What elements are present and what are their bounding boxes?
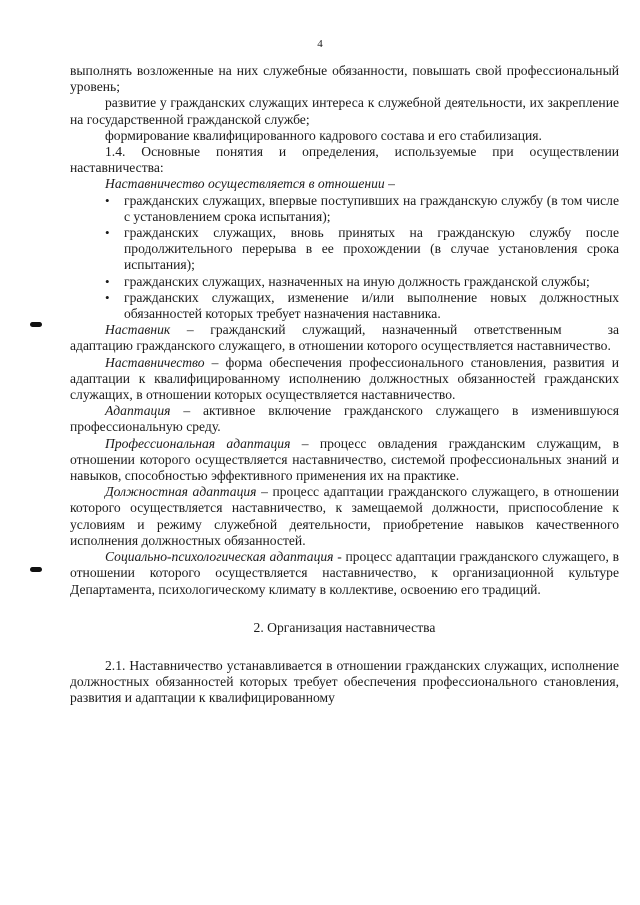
bullet-icon: • — [105, 273, 110, 289]
definition-mentoring: Наставничество – форма обеспечения профессионального становления, развития и адаптации к квалифицированному исполнению должностных обязанностей гражданских служащих, в отношении которых осуществляется наставничество. — [70, 354, 619, 403]
definition-adaptation: Адаптация – активное включение гражданского служащего в изменившуюся профессиональную среду. — [70, 403, 619, 435]
list-item: • гражданских служащих, впервые поступивших на гражданскую службу (в том числе с установлением срока испытания); — [105, 192, 619, 224]
definition-social-adaptation: Социально-психологическая адаптация - процесс адаптации гражданского служащего, в отношении которого осуществляется наставничество, к организационной культуре Департамента, психологическому климату в коллективе, освоению его традиций. — [70, 549, 619, 597]
intro-line-1: выполнять возложенные на них служебные обязанности, повышать свой профессиональный уровень; — [70, 63, 619, 95]
scan-mark — [30, 322, 42, 327]
definition-position-adaptation: Должностная адаптация – процесс адаптации гражданского служащего, в отношении которого осуществляется наставничество, к замещаемой должности, приспособление к условиям и режиму служебной деятельности, приобретение навыков качественного исполнения должностных обязанностей. — [70, 484, 619, 548]
definition-mentor: Наставник – гражданский служащий, назначенный ответственным за адаптацию гражданского служащего, в отношении которого осуществляется наставничество. — [70, 322, 619, 354]
list-item: • гражданских служащих, изменение и/или выполнение новых должностных обязанностей которых требует назначения наставника. — [105, 289, 619, 322]
page-number: 4 — [317, 38, 323, 50]
bullet-icon: • — [105, 225, 110, 241]
document-body — [70, 63, 619, 707]
section-2-1-paragraph: 2.1. Наставничество устанавливается в отношении гражданских служащих, исполнение должностных обязанностей которых требует обеспечения профессионального становления, развития и адаптации к квалифицированному — [70, 657, 619, 706]
intro-line-3: формирование квалифицированного кадрового состава и его стабилизация. — [105, 127, 542, 143]
list-item: • гражданских служащих, вновь принятых на гражданскую службу после продолжительного перерыва в ее прохождении (в случае установления срока испытания); — [105, 225, 619, 273]
bullet-icon: • — [105, 192, 110, 208]
section-2-heading: 2. Организация наставничества — [253, 619, 436, 635]
list-item: • гражданских служащих, назначенных на иную должность гражданской службы; — [105, 273, 590, 289]
section-1-4-title: 1.4. Основные понятия и определения, используемые при осуществлении наставничества: — [70, 144, 619, 176]
intro-line-2: развитие у гражданских служащих интереса к служебной деятельности, их закрепление на государственной гражданской службе; — [70, 95, 619, 127]
scan-mark — [30, 567, 42, 572]
bullet-icon: • — [105, 289, 110, 305]
definition-professional-adaptation: Профессиональная адаптация – процесс овладения гражданским служащим, в отношении которого осуществляется наставничество, системой профессиональных знаний и навыков, способностью эффективного применения их на практике. — [70, 435, 620, 484]
bullet-list — [70, 193, 619, 323]
section-1-4-subtitle: Наставничество осуществляется в отношении – — [105, 176, 395, 192]
